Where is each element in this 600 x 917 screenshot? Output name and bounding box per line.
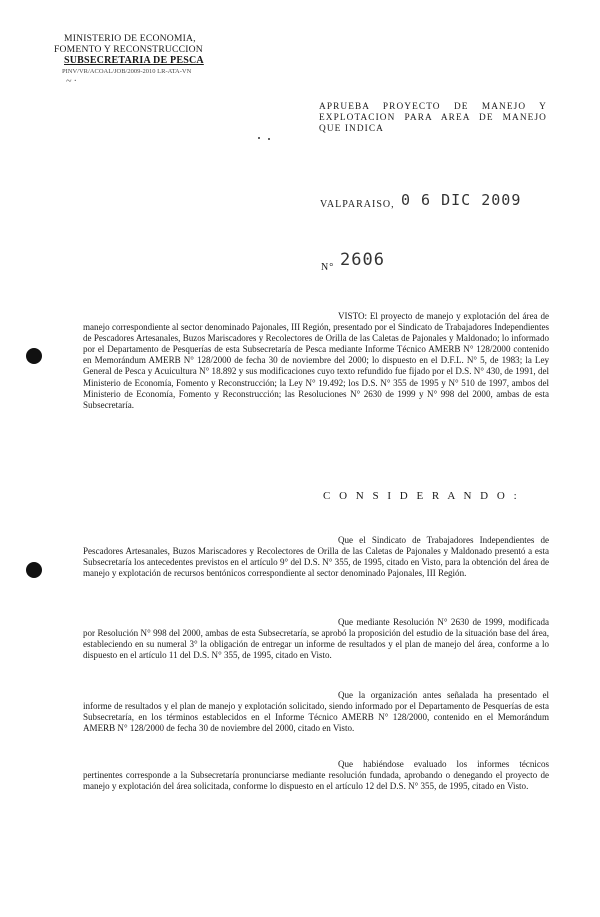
visto-paragraph [83,311,549,411]
punch-hole [26,562,42,578]
considerando-3-text: Que la organización antes señalada ha presentado el informe de resultados y el plan de manejo y explotación solicitado, siendo informado por el Departamento de Pesquerías de esta Subsecretaría, en los términos establecidos en el Informe Técnico AMERB N° 128/2000, contenido en el Memorándum AMERB N° 128/2000 de fecha 30 de noviembre del 2000, citado en Visto. [83,690,549,734]
ink-speck [268,138,270,140]
subsecretaria-name: SUBSECRETARIA DE PESCA [64,55,204,66]
resolution-subject: APRUEBA PROYECTO DE MANEJO Y EXPLOTACION PARA AREA DE MANEJO QUE INDICA [319,102,547,134]
considerando-title: C O N S I D E R A N D O : [323,490,520,502]
resolution-number: 2606 [340,250,385,270]
considerando-3 [83,690,549,734]
date-stamp: 0 6 DIC 2009 [401,191,522,209]
ink-speck [258,137,260,139]
handwritten-mark: ~ · [66,76,77,87]
ministry-name-line1: MINISTERIO DE ECONOMIA, [64,33,196,44]
considerando-4 [83,759,549,792]
number-label: N° [321,262,335,273]
file-reference: PINV/VR/ACOAL/JOB/2009-2010 LR-ATA-VN [62,68,192,75]
place-label: VALPARAISO, [320,199,395,210]
considerando-2 [83,617,549,661]
considerando-1-text: Que el Sindicato de Trabajadores Independientes de Pescadores Artesanales, Buzos Mariscadores y Recolectores de Orilla de las Caletas de Pajonales y Maldonado presentó a esta Subsecretaría los antecedentes previstos en el artículo 9° del D.S. N° 355, de 1995, citado en Visto, para la obtención del área de manejo y explotación de recursos bentónicos correspondiente al sector denominado Pajonales, III Región. [83,535,549,579]
visto-text: VISTO: El proyecto de manejo y explotación del área de manejo correspondiente al sector denominado Pajonales, III Región, presentado por el Sindicato de Trabajadores Independientes de Pescadores Artesanales, Buzos Mariscadores y Recolectores de Orilla de las Caletas de Pajonales y Maldonado; lo informado por el Departamento de Pesquerías de esta Subsecretaría de Pesca mediante Informe Técnico AMERB N° 128/2000 contenido en Memorándum AMERB N° 128/2000 de fecha 30 de noviembre del 2000; lo dispuesto en el D.F.L. N° 5, de 1983; la Ley General de Pesca y Acuicultura N° 18.892 y sus modificaciones cuyo texto refundido fue fijado por el D.S. N° 430, de 1991, del Ministerio de Economía, Fomento y Reconstrucción; la Ley N° 19.492; los D.S. N° 355 de 1995 y N° 510 de 1997, ambos del Ministerio de Economía, Fomento y Reconstrucción; las Resoluciones N° 2630 de 1999 y N° 998 del 2000, ambas de esta Subsecretaría. [83,311,549,410]
considerando-2-text: Que mediante Resolución N° 2630 de 1999, modificada por Resolución N° 998 del 2000, ambas de esta Subsecretaría, se aprobó la proposición del estudio de la situación base del área, estableciendo en su numeral 3° la obligación de entregar un informe de resultados y el plan de manejo del área, conforme a lo dispuesto en el artículo 11 del D.S. N° 355, de 1995, citado en Visto. [83,617,549,661]
considerando-1 [83,535,549,579]
punch-hole [26,348,42,364]
ministry-name-line2: FOMENTO Y RECONSTRUCCION [54,44,203,55]
considerando-4-text: Que habiéndose evaluado los informes técnicos pertinentes corresponde a la Subsecretaría pronunciarse mediante resolución fundada, aprobando o denegando el proyecto de manejo y explotación del área solicitada, conforme lo dispuesto en el artículo 12 del D.S. N° 355, de 1995, citado en Visto. [83,759,549,792]
